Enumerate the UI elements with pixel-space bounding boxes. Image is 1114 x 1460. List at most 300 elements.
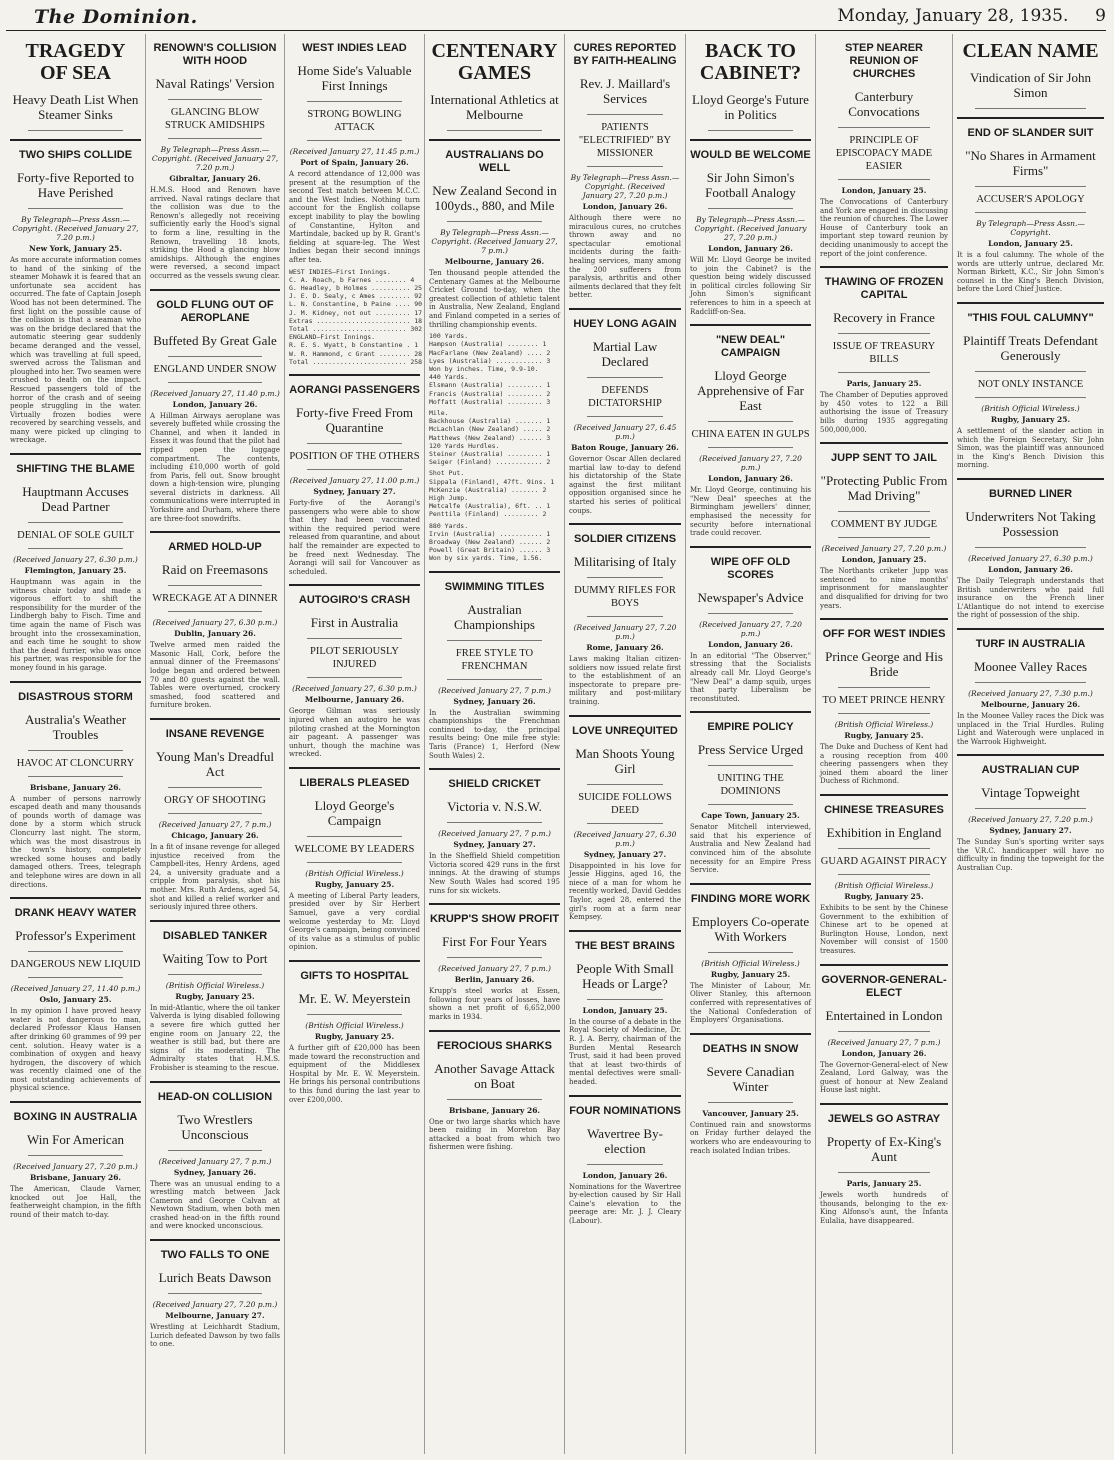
dateline: (Received January 27, 7.20 p.m.) [573, 623, 677, 642]
section-headline: LOVE UNREQUITED [572, 724, 678, 737]
headline-rule [587, 114, 663, 115]
article-body: The Duke and Duchess of Kent had a rousing reception from 400 cheering passengers when they joined them aboard the liner Duchess of Richmond. [820, 743, 948, 786]
section-headline: BOXING IN AUSTRALIA [13, 1111, 138, 1124]
dateline: (British Official Wireless.) [834, 881, 934, 891]
headline-rule [28, 750, 123, 751]
article-body: It is a foul calumny. The whole of the words are utterly untrue, declared Mr. Norman Birkett, K.C., Sir John Simon's counsel in the King's Bench Division, before the Lord Chief Justice. [957, 251, 1104, 294]
article-body: A settlement of the slander action in which the Foreign Secretary, Sir John Simon, was the plaintiff was announced in the King's Bench Division this morning. [957, 426, 1104, 470]
dateline: (Received January 27, 7 p.m.) [158, 820, 272, 829]
sub-headline: Two Wrestlers Unconscious [177, 1111, 253, 1142]
dateline: (Received January 27, 7.20 p.m.) [968, 815, 1093, 825]
section-divider [10, 139, 141, 141]
article-body: Wrestling at Leichhardt Stadium, Lurich defeated Dawson by two falls to one. [150, 1323, 280, 1349]
placeline: London, January 26. [172, 399, 258, 409]
headline-rule [28, 208, 123, 209]
deck-headline: STRONG BOWLING ATTACK [307, 109, 402, 133]
headline-rule [838, 372, 930, 373]
section-headline: OFF FOR WEST INDIES [822, 628, 946, 641]
main-headline: CLEAN NAME [962, 40, 1099, 62]
section-headline: DRANK HEAVY WATER [14, 907, 137, 920]
sub-headline: Underwriters Not Taking Possession [965, 508, 1096, 539]
headline-rule [168, 99, 262, 100]
section-divider [10, 897, 141, 899]
article-body: Laws making Italian citizen-soldiers now issued relate first to the establishment of an inspectorate to prepare pre-military and post-military training. [569, 655, 681, 707]
column-8 [953, 34, 1108, 1454]
sub-headline: Entertained in London [825, 1007, 943, 1023]
headline-rule [307, 836, 402, 837]
results-table: Mile. Backhouse (Australia) ....... 1 McLachlan (New Zealand) ..... 2 Matthews (New Zealand) ...... 3 120 Yards Hurdles. Steiner (Australia) ......... 1 Seiger (Finland) ............ 2 [429, 408, 551, 467]
placeline: Vancouver, January 25. [702, 1108, 799, 1118]
article-body: A number of persons narrowly escaped death and many thousands of pounds worth of damage was done by a storm which struck Cloncurry last night. The storm, which was the most disastrous in the town's history, completely wrecked some houses and badly damaged others. Trees, telegraph and telephone wires are down in all directions. [10, 794, 141, 889]
placeline: London, January 26. [582, 202, 668, 211]
sub-headline: First in Australia [310, 615, 399, 631]
sub-headline: Employers Co-operate With Workers [691, 913, 810, 944]
placeline: London, January 26. [708, 474, 793, 484]
section-divider [569, 930, 681, 932]
dateline: (Received January 27, 11.40 p.m.) [150, 388, 280, 398]
sub-headline: Canterbury Convocations [848, 89, 920, 119]
placeline: Sydney, January 26. [453, 696, 536, 706]
sub-headline: Sir John Simon's Football Analogy [705, 170, 796, 200]
headline-rule [28, 548, 123, 549]
headline-rule [168, 787, 262, 788]
placeline: Rugby, January 25. [844, 892, 924, 902]
sub-headline: Vintage Topweight [981, 785, 1080, 801]
dateline: By Telegraph—Press Assn.—Copyright. (Received January 27, 7.20 p.m.) [12, 215, 139, 242]
sub-headline: Exhibition in England [826, 825, 942, 841]
article-body: The Chamber of Deputies approved by 450 votes to 122 a Bill authorising the issue of Treasury bills during 1935 aggregating 500,000,000. [820, 391, 948, 434]
sub-headline: Waiting Tow to Port [162, 950, 268, 966]
headline-rule [28, 522, 123, 523]
placeline: Melbourne, January 26. [980, 699, 1081, 709]
dateline: (Received January 27, 7.30 p.m.) [968, 688, 1093, 698]
dateline: (Received January 27, 7.20 p.m.) [152, 1300, 278, 1310]
issue-date-and-page [837, 6, 1106, 26]
section-divider [569, 1095, 681, 1097]
headline-rule [838, 511, 930, 512]
article-body: Disappointed in his love for Jessie Higgins, aged 16, the niece of a man for whom he recently worked, David Geddes Taylor, aged 28, entered the girl's room at a farm near Kempsey. [569, 861, 681, 922]
deck-headline: DANGEROUS NEW LIQUID [10, 959, 141, 971]
section-headline: JUPP SENT TO JAIL [831, 452, 937, 465]
dateline: (British Official Wireless.) [701, 958, 800, 968]
section-divider [569, 523, 681, 525]
sub-headline: People With Small Heads or Large? [576, 960, 674, 991]
dateline: (Received January 27, 7 p.m.) [438, 964, 551, 974]
section-headline: AUSTRALIAN CUP [981, 764, 1080, 777]
sub-headline: Hauptmann Accuses Dead Partner [22, 484, 129, 515]
headline-rule [447, 679, 542, 680]
page-number: 9 [1095, 6, 1106, 26]
dateline: By Telegraph—Press Assn.—Copyright. [976, 219, 1085, 237]
section-divider [569, 308, 681, 310]
results-table: WEST INDIES—First Innings. C. A. Roach, b Farnes ........ 4 G. Headley, b Holmes .......... 25 J. E. D. Sealy, c Ames ........ 92 L. N. Constantine, b Paine .... 90 J. M. Kidney, not out ......... 17 Extras ........................ 18 Total ........................ 302 ENGLAND—First Innings. R. E. S. Wyatt, b Constantine . 1 W. R. Hammond, c Grant ........ 28 Total ........................ 258 [289, 267, 423, 366]
headline-rule [838, 687, 930, 688]
article-body: The Northants criketer Jupp was sentenced to nine months' imprisonment for manslaughter and disqualified for driving for two years. [820, 567, 948, 610]
section-divider [690, 883, 811, 885]
placeline: Rugby, January 25. [314, 1032, 395, 1042]
section-divider [150, 1239, 280, 1241]
headline-rule [708, 130, 793, 131]
headline-rule [708, 421, 793, 422]
headline-rule [587, 377, 663, 378]
section-divider [150, 920, 280, 922]
section-headline: END OF SLANDER SUIT [967, 127, 1094, 139]
article-body: In mid-Atlantic, where the oil tanker Valverda is lying disabled following a severe fire which gutted her engine room on January 22, the weather is still bad, but there are signs of its moderating. The Admiralty states that H.M.S. Frobisher is steaming to the rescue. [150, 1003, 280, 1072]
sub-headline: Press Service Urged [697, 742, 804, 758]
placeline: Sydney, January 27. [583, 849, 667, 859]
section-headline: CHINESE TREASURES [824, 804, 944, 817]
article-body: Jewels worth hundreds of thousands, belonging to the ex-King Alfonso's aunt, the Infanta Eulalia, have disappeared. [820, 1191, 948, 1225]
headline-rule [708, 765, 793, 766]
placeline: Melbourne, January 26. [444, 257, 545, 266]
placeline: Dublin, January 26. [174, 629, 256, 639]
section-divider [289, 767, 420, 769]
article-body: Although there were no miraculous cures, no crutches thrown away and no spectacular emotional incidents during the faith-healing services, many among the 200 sufferers from paralysis, arthritis and other ailments declared that they felt better. [569, 214, 681, 300]
dateline: (British Official Wireless.) [305, 868, 404, 878]
placeline: Sydney, January 27. [989, 826, 1072, 836]
section-headline: THAWING OF FROZEN CAPITAL [824, 276, 944, 302]
placeline: Paris, January 25. [846, 1179, 922, 1188]
section-headline: CURES REPORTED BY FAITH-HEALING [573, 42, 677, 67]
section-divider [820, 266, 948, 268]
section-headline: SWIMMING TITLES [444, 580, 545, 593]
headline-rule [447, 640, 542, 641]
section-headline: TWO FALLS TO ONE [160, 1249, 270, 1262]
section-divider [429, 1030, 560, 1032]
headline-rule [587, 577, 663, 578]
section-headline: ARMED HOLD-UP [168, 541, 262, 554]
section-headline: JEWELS GO ASTRAY [827, 1113, 941, 1125]
column-1 [6, 34, 146, 1454]
deck-headline: PILOT SERIOUSLY INJURED [310, 646, 399, 671]
sub-headline: Newspaper's Advice [697, 589, 804, 605]
section-headline: DISABLED TANKER [162, 929, 268, 942]
placeline: New York, January 25. [29, 244, 122, 253]
article-body: The Daily Telegraph understands that British underwriters who paid full insurance on the French liner L'Atlantique do not intend to exercise the right of possession of the ship. [957, 576, 1104, 620]
headline-rule [975, 186, 1086, 187]
dateline: (Received January 27, 7.20 p.m.) [699, 619, 802, 638]
masthead [6, 4, 1106, 31]
headline-rule [447, 957, 542, 958]
article-body: The American, Claude Varner, knocked out Joe Hall, the featherweight champion, in the fifth round of their match to-day. [10, 1185, 141, 1219]
article-body: Nominations for the Wavertree by-election caused by Sir Hall Caine's elevation to the peerage are: Mr. J. J. Cleary (Labour). [569, 1182, 681, 1225]
dateline: (Received January 27, 11.00 p.m.) [289, 475, 420, 485]
headline-rule [587, 1164, 663, 1165]
placeline: London, January 25. [841, 555, 927, 565]
placeline: Berlin, January 26. [454, 975, 535, 985]
section-headline: TURF IN AUSTRALIA [975, 637, 1086, 650]
placeline: London, January 26. [988, 564, 1073, 574]
article-body: Krupp's steel works at Essen, following four years of losses, have shown a net profit of 6,652,000 marks in 1934. [429, 987, 560, 1021]
article-body: Mr. Lloyd George, continuing his "New Deal" speeches at the Birmingham jewellers' dinner, emphasised the necessity for security before international trade could recover. [690, 486, 811, 538]
sub-headline: Lloyd George's Campaign [314, 797, 395, 828]
placeline: London, January 26. [582, 1170, 668, 1180]
article-body: Hauptmann was again in the witness chair today and made a vigorous effort to shift the responsibility for the murder of the Lindbergh baby to Fisch. Time and time again the name of Fisch was brought into the crossexamination, and each time he sought to show that the dead furrier, who was once his partner, was responsible for the money found in his garage. [10, 578, 141, 672]
section-divider [150, 718, 280, 720]
deck-headline: ENGLAND UNDER SNOW [153, 363, 277, 375]
sub-headline: New Zealand Second in 100yds., 880, and Mile [432, 183, 557, 213]
headline-rule [28, 977, 123, 978]
sub-headline: Australian Championships [454, 601, 535, 632]
deck-headline: CHINA EATEN IN GULPS [691, 429, 810, 441]
headline-rule [708, 952, 793, 953]
placeline: London, January 25. [582, 1005, 668, 1015]
sub-headline: "Protecting Public From Mad Driving" [820, 473, 948, 504]
headline-rule [838, 874, 930, 875]
section-headline: FEROCIOUS SHARKS [437, 1039, 552, 1052]
column-4 [425, 34, 565, 1454]
placeline: Rugby, January 25. [314, 879, 395, 889]
headline-rule [587, 416, 663, 417]
section-headline: "THIS FOUL CALUMNY" [967, 311, 1094, 324]
column-3 [285, 34, 425, 1454]
deck-headline: DENIAL OF SOLE GUILT [17, 530, 134, 542]
headline-rule [975, 808, 1086, 809]
section-headline: SHIFTING THE BLAME [16, 463, 135, 476]
headline-rule [307, 677, 402, 678]
section-headline: LIBERALS PLEASED [299, 776, 410, 789]
sub-headline: Vindication of Sir John Simon [970, 70, 1091, 100]
headline-rule [587, 166, 663, 167]
deck-headline: NOT ONLY INSTANCE [977, 378, 1084, 390]
section-divider [429, 571, 560, 573]
sub-headline: Plaintiff Treats Defendant Generously [963, 332, 1098, 363]
dateline: (British Official Wireless.) [305, 1021, 404, 1031]
headline-rule [838, 537, 930, 538]
article-body: A further gift of £20,000 has been made toward the reconstruction and equipment of the Middlesex Hospital by Mr. E. W. Meyerstein. He brings his personal contributions to this fund during the last year to over £200,000. [289, 1044, 420, 1104]
placeline: London, January 25. [988, 239, 1073, 248]
headline-rule [838, 127, 930, 128]
headline-rule [168, 356, 262, 357]
headline-rule [708, 447, 793, 448]
deck-headline: WELCOME BY LEADERS [294, 843, 415, 855]
sub-headline: Young Man's Dreadful Act [155, 749, 274, 779]
placeline: Rome, January 26. [586, 643, 664, 653]
section-headline: WEST INDIES LEAD [302, 42, 407, 54]
article-body: As more accurate information comes to hand of the sinking of the steamer Mohawk it is feared that an unfortunate sea accident has occurred. The fate of Captain Joseph Wood has not been determined. The first light on the possible cause of the collision is that a seaman who was on the bridge declared that the automatic steering gear suddenly became deranged and the vessel, which was travelling at full speed, swerved across the Talisman and ploughed into her. Two seamen were crushed to death on the impact. Rescued passengers told of the horror of the crash and of seeing people struggling in the water. Virtually frozen bodies were recovered by searching vessels, and many were picked up clinging to wreckage. [10, 256, 141, 445]
deck-headline: GUARD AGAINST PIRACY [820, 856, 948, 868]
headline-rule [168, 611, 262, 612]
dateline: (Received January 27, 6.30 p.m.) [292, 684, 417, 694]
headline-rule [975, 108, 1086, 109]
dateline: (Received January 27, 11.45 p.m.) [289, 147, 420, 156]
article-body: In the Australian swimming championships the Frenchman continued to-day, the principal results being: One mile free style: Taris (France) 1, Herford (New South Wales) 2. [429, 708, 560, 760]
headline-rule [838, 179, 930, 180]
article-body: One or two large sharks which have been raiding in Moreton Bay attacked a boat from which two fishermen were fishing. [429, 1117, 560, 1152]
section-divider [820, 618, 948, 620]
deck-headline: TO MEET PRINCE HENRY [822, 695, 946, 707]
placeline: Brisbane, January 26. [29, 1173, 122, 1183]
section-headline: AUSTRALIANS DO WELL [445, 149, 544, 174]
headline-rule [708, 804, 793, 805]
deck-headline: PATIENTS "ELECTRIFIED" BY MISSIONER [578, 122, 672, 159]
section-headline: EMPIRE POLICY [707, 721, 794, 734]
sub-headline: Forty-five Freed From Quarantine [296, 404, 413, 435]
column-5 [565, 34, 686, 1454]
deck-headline: UNITING THE DOMINIONS [717, 773, 784, 798]
headline-rule [168, 1293, 262, 1294]
section-divider [150, 289, 280, 291]
sub-headline: Lloyd George Apprehensive of Far East [697, 368, 804, 414]
deck-headline: DEFENDS DICTATORSHIP [588, 384, 662, 409]
placeline: Rugby, January 25. [990, 414, 1071, 424]
dateline: (Received January 27, 6.30 p.m.) [13, 555, 138, 565]
section-divider [289, 584, 420, 586]
results-table: 880 Yards. Irvin (Australia) ........... 1 Broadway (New Zealand) ...... 2 Powell (Great Britain) ...... 3 Won by six yards. Time, 1.56. [429, 521, 551, 563]
headline-rule [838, 1172, 930, 1173]
dateline: (Received January 27, 7 p.m.) [827, 1037, 941, 1047]
dateline: (British Official Wireless.) [981, 403, 1080, 413]
headline-rule [975, 682, 1086, 683]
article-body: A Hillman Airways aeroplane was severely buffeted while crossing the Channel, and when it landed in Essex it was found that the pilot had ripped open the luggage compartment. The contents, including £10,000 worth of gold from Paris, fell out. Snow brought down a high-tension wire, plunging several districts in darkness. All communications were interrupted in Yorkshire and Durham, where there are three-foot snowdrifts. [150, 411, 280, 523]
headline-rule [28, 1155, 123, 1156]
article-body: Ten thousand people attended the Centenary Games at the Melbourne Cricket Ground to-day, when the greatest collection of athletic talent in Australia, New Zealand, England and Finland competed in a series of thrilling championship events. [429, 269, 560, 329]
section-divider [429, 768, 560, 770]
placeline: Rugby, January 25. [844, 731, 924, 741]
article-body: The Minister of Labour, Mr. Oliver Stanley, this afternoon conferred with representatives of the National Confederation of Employers' Organisations. [690, 981, 811, 1025]
headline-rule [838, 848, 930, 849]
headline-rule [168, 138, 262, 139]
sub-headline: Professor's Experiment [15, 928, 136, 944]
deck-headline: ACCUSER'S APOLOGY [976, 194, 1085, 205]
headline-rule [168, 1150, 262, 1151]
dateline: By Telegraph—Press Assn.—Copyright. (Received January 27, 7.20 p.m.) [151, 145, 279, 172]
headline-rule [975, 397, 1086, 398]
section-headline: HEAD-ON COLLISION [157, 1090, 273, 1103]
placeline: Sydney, January 27. [453, 840, 536, 850]
section-headline: SOLDIER CITIZENS [573, 533, 677, 546]
article-body: George Gilman was seriously injured when an autogiro he was piloting crashed at the Mornington air pageant. A passenger was unhurt, though the machine was wrecked. [289, 707, 420, 759]
placeline: Baton Rouge, January 26. [571, 442, 679, 452]
headline-rule [307, 1014, 402, 1015]
headline-rule [975, 371, 1086, 372]
placeline: Port of Spain, January 26. [300, 158, 409, 167]
section-divider [289, 960, 420, 962]
sub-headline: Buffeted By Great Gale [153, 332, 277, 348]
sub-headline: Win For American [27, 1132, 124, 1148]
headline-rule [838, 1031, 930, 1032]
dateline: (Received January 27, 6.30 p.m.) [573, 829, 677, 848]
headline-rule [975, 212, 1086, 213]
section-headline: KRUPP'S SHOW PROFIT [429, 913, 560, 926]
article-body: A record attendance of 12,000 was present at the resumption of the second Test match between M.C.C. and the West Indies. Nothing turn account for the English collapse except inability to play the bowling of Constantine, Hylton and Martindale, backed up by R. Grant's fielding at square-leg. The West Indies began their second innings after tea. [289, 170, 420, 264]
sub-headline: Rev. J. Maillard's Services [579, 76, 671, 106]
placeline: Cape Town, January 25. [701, 811, 800, 821]
dateline: (Received January 27, 7 p.m.) [438, 829, 551, 839]
sub-headline: Heavy Death List When Steamer Sinks [12, 92, 139, 122]
deck-headline: DUMMY RIFLES FOR BOYS [574, 585, 676, 610]
placeline: Paris, January 25. [846, 379, 922, 389]
section-divider [690, 711, 811, 713]
placeline: Melbourne, January 26. [304, 695, 405, 705]
section-headline: WOULD BE WELCOME [690, 149, 811, 161]
headline-rule [708, 1102, 793, 1103]
sub-headline: Militarising of Italy [573, 554, 677, 570]
headline-rule [447, 130, 542, 131]
section-divider [429, 139, 560, 141]
sub-headline: First For Four Years [442, 934, 547, 950]
results-table: 100 Yards. Hampson (Australia) ........ 1 MacFarlane (New Zealand) .... 2 Lyes (Australia) ............ 3 Won by inches. Time, 9.9-10. 440 Yards. Elsmann (Australia) ......... 1 Francis (Australia) ......... 2 Moffatt (Australia) ......... 3 [429, 332, 551, 406]
section-headline: AUTOGIRO'S CRASH [298, 594, 411, 607]
section-headline: DEATHS IN SNOW [702, 1042, 799, 1055]
article-body: The Governor-General-elect of New Zealand, Lord Galway, was the guest of honour at New Zealand House last night. [820, 1060, 948, 1095]
dateline: (Received January 27, 7.20 p.m.) [13, 1162, 138, 1172]
section-divider [289, 374, 420, 376]
article-body: The Convocations of Canterbury and York are engaged in discussing the reunion of churches. The Lower House of Canterbury took an important step toward reunion by deciding unanimously to accept the report of the joint conference. [820, 198, 948, 258]
headline-rule [708, 613, 793, 614]
headline-rule [168, 585, 262, 586]
article-body: In the Sheffield Shield competition Victoria scored 429 runs in the first innings. At the drawing of stumps New South Wales had scored 195 runs for six wickets. [429, 852, 560, 895]
placeline: London, January 25. [841, 186, 927, 195]
deck-headline: PRINCIPLE OF EPISCOPACY MADE EASIER [835, 135, 933, 172]
placeline: Brisbane, January 26. [29, 782, 122, 792]
column-7 [816, 34, 953, 1454]
headline-rule [28, 776, 123, 777]
deck-headline: ISSUE OF TREASURY BILLS [832, 341, 936, 366]
dateline: (Received January 27, 6.30 p.m.) [968, 553, 1093, 563]
article-body: Senator Mitchell interviewed, said that his experience of Australia and New Zealand had convinced him of the absolute necessity for an Empire Press Service. [690, 823, 811, 875]
dateline: By Telegraph—Press Assn.—Copyright. (Received January 27, 7 p.m.) [431, 228, 558, 255]
headline-rule [975, 547, 1086, 548]
section-headline: FOUR NOMINATIONS [569, 1104, 681, 1117]
headline-rule [168, 813, 262, 814]
section-divider [690, 546, 811, 548]
headline-rule [28, 130, 123, 131]
section-headline: DISASTROUS STORM [18, 690, 133, 703]
dateline: By Telegraph—Press Assn.—Copyright. (Received January 27, 7.20 p.m.) [570, 173, 680, 200]
article-body: Exhibits to be sent by the Chinese Government to the exhibition of Chinese art to be opened at Burlington House, London, next November will consist of 1500 treasures. [820, 904, 948, 956]
article-body: H.M.S. Hood and Renown have arrived. Naval ratings declare that the collision was due to the Renown's allegedly not receiving sufficiently early the Hood's signal to form a line, resulting in the Renown, travelling 18 knots, striking the Hood a glancing blow amidships. Although the engines were reversed, a second impact occurred as the vessels swung clear. [150, 186, 280, 280]
sub-headline: Victoria v. N.S.W. [447, 799, 542, 815]
headline-rule [587, 823, 663, 824]
section-headline: GIFTS TO HOSPITAL [300, 970, 409, 983]
sub-headline: Severe Canadian Winter [706, 1063, 795, 1094]
headline-rule [838, 713, 930, 714]
placeline: Rugby, January 25. [710, 969, 791, 979]
headline-rule [307, 638, 402, 639]
section-divider [150, 531, 280, 533]
sub-headline: Naval Ratings' Version [155, 76, 275, 91]
sub-headline: Recovery in France [833, 310, 935, 326]
dateline: By Telegraph—Press Assn.—Copyright. (Received January 27, 7.20 p.m.) [694, 215, 807, 242]
placeline: Melbourne, January 27. [165, 1311, 265, 1321]
section-headline: INSANE REVENGE [165, 728, 265, 740]
deck-headline: GLANCING BLOW STRUCK AMIDSHIPS [164, 107, 266, 131]
dateline: (Received January 27, 6.45 p.m.) [573, 422, 677, 441]
main-headline: TRAGEDY OF SEA [25, 40, 126, 84]
section-headline: GOVERNOR-GENERAL-ELECT [821, 973, 947, 999]
headline-rule [307, 443, 402, 444]
headline-rule [168, 382, 262, 383]
headline-rule [307, 140, 402, 141]
section-divider [820, 794, 948, 796]
section-headline: BURNED LINER [988, 487, 1073, 500]
sub-headline: Lloyd George's Future in Politics [692, 92, 809, 122]
column-6 [686, 34, 816, 1454]
article-body: Governor Oscar Allen declared martial law to-day to defend his dictatorship of the State against the first militant opposition organised since he started his series of political coups. [569, 454, 681, 515]
section-divider [690, 139, 811, 141]
article-body: In the course of a debate in the Royal Society of Medicine, Dr. R. J. A. Berry, chairman of the Burden Mental Research Trust, said it had been proved that at least two-thirds of mental defectives were small-headed. [569, 1017, 681, 1086]
section-divider [820, 1103, 948, 1105]
issue-date: Monday, January 28, 1935. [837, 6, 1069, 26]
section-divider [957, 628, 1104, 630]
section-headline: STEP NEARER REUNION OF CHURCHES [844, 42, 924, 80]
dateline: (Received January 27, 7 p.m.) [158, 1156, 272, 1166]
placeline: Rugby, January 25. [175, 991, 255, 1001]
section-headline: HUEY LONG AGAIN [573, 317, 677, 330]
deck-headline: FREE STYLE TO FRENCHMAN [455, 647, 534, 672]
dateline: (Received January 27, 7 p.m.) [438, 685, 551, 695]
